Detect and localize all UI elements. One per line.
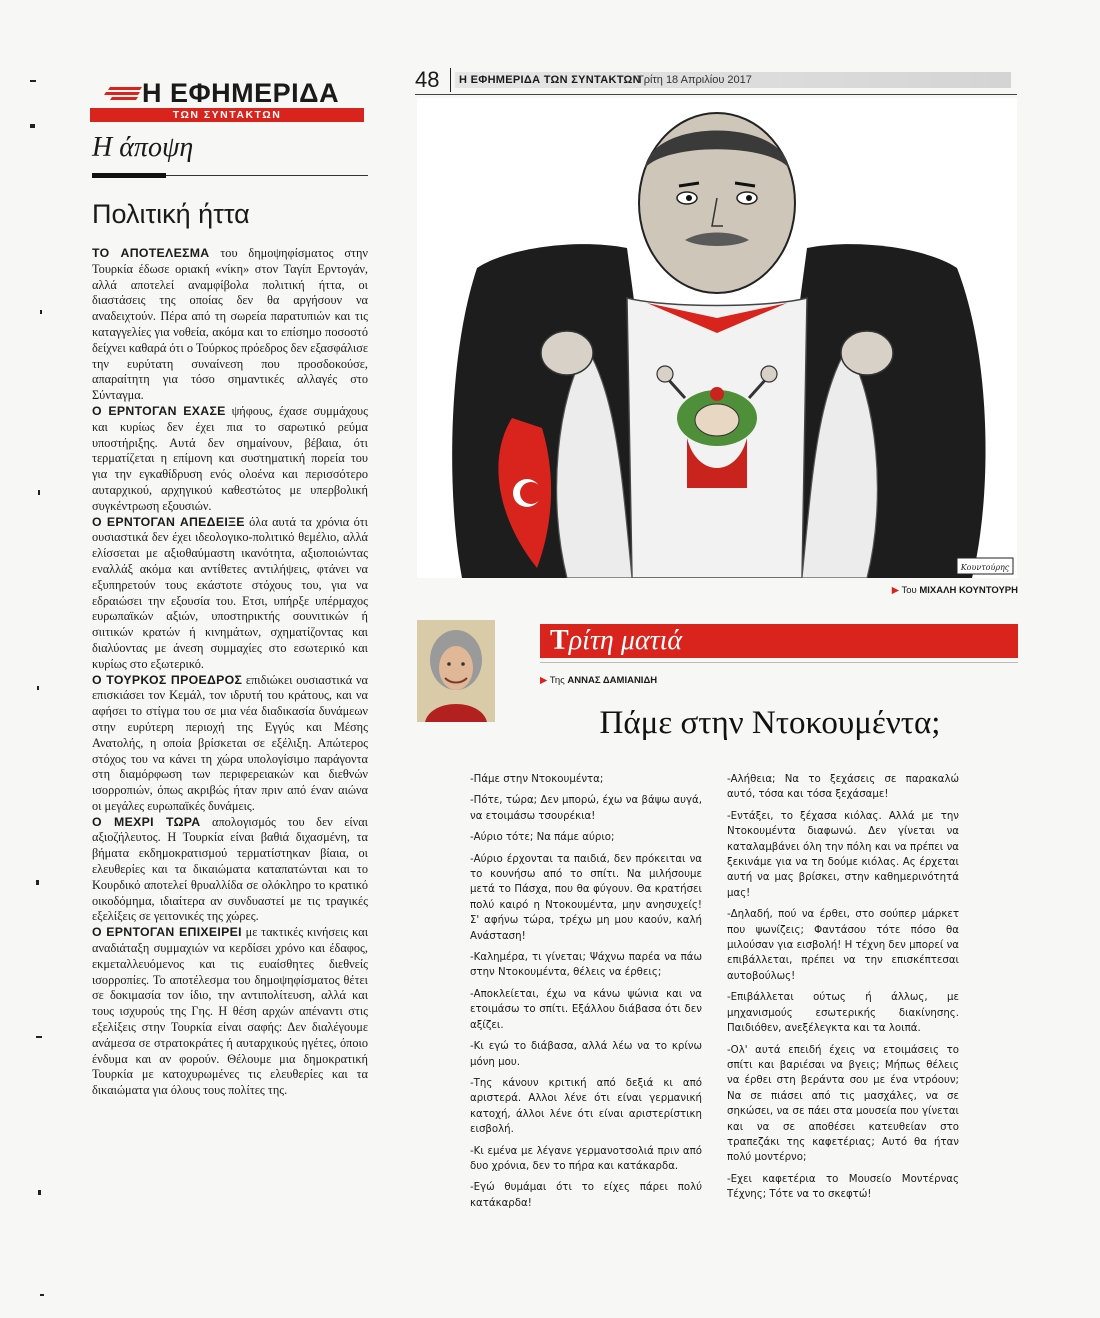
paragraph-text: επιδιώκει ουσιαστικά να επισκιάσει τον Κεμάλ, τον ιδρυτή του κράτους, και να αφήσει το στίγμα του σε μια νέα διαδικασία δυνάμεων στην ευρύτερη περιοχή της Εγγύς και Μέσης Ανατολής, η οποία βρίσκεται σε εξέλιξη. Απώτερος στόχος του να κάνει τη χώρα υπολογίσιμο παράγοντα στη διαμόρφωση των περιφερειακών και διεθνών ισορροπιών, όπως ακριβώς ήταν πριν από έναν αιώνα οι μεγάλες ευρωπαϊκές δυνάμεις. (92, 672, 368, 813)
column-rule (540, 662, 1018, 663)
dialogue-line: -Επιβάλλεται ούτως ή άλλως, με μηχανισμούς εσωτερικής διακίνησης. Παιδιόθεν, ανεξέλεγκτα και τα λοιπά. (727, 992, 959, 1035)
masthead-subtitle: ΤΩΝ ΣΥΝΤΑΚΤΩΝ (90, 108, 364, 122)
dialogue-line: -Καλημέρα, τι γίνεται; Ψάχνω παρέα να πάω στην Ντοκουμέντα, θέλεις να έρθεις; (470, 952, 702, 979)
dialogue-line: -Δηλαδή, πού να έρθει, στο σούπερ μάρκετ που ψωνίζεις; Φαντάσου τότε πόσο θα μιλούσαν για εισβολή! Η τέχνη δεν μπορεί να επιβάλλεται, πρέπει να την επισκέπτεσαι αυτοβούλως! (727, 909, 959, 982)
page-header (415, 66, 1017, 95)
paragraph-text: όλα αυτά τα χρόνια ότι ουσιαστικά δεν έχει ιδεολογικο-πολιτικό θεμέλιο, αλλά ελίσσεται με αξιοθαύμαστη ικανότητα, αξιοποιώντας εναλλάξ ακόμα και αντίθετες αντιλήψεις, φτάνει να εξυπηρετούν τους εκάστοτε στόχους του, για να εδραιώσει την εξουσία του. Ετσι, υπήρξε υπέρμαχος ευρωπαϊκών αξιών, υποστηρικτής σουνιτικών ή σιιτικών κρατών ή κινημάτων, σχηματίζοντας και διαλύοντας με άνεση συμμαχίες στο εσωτερικό και κυρίως στο εξωτερικό. (92, 514, 368, 671)
dialogue-line: -Πάμε στην Ντοκουμέντα; (470, 774, 604, 785)
scan-mark (37, 686, 39, 690)
paragraph-lead: Ο ΕΡΝΤΟΓΑΝ ΕΧΑΣΕ (92, 403, 226, 418)
author-photo (417, 620, 495, 722)
editorial-paragraph (92, 673, 368, 815)
column-author (540, 674, 657, 687)
paragraph-lead: Ο ΕΡΝΤΟΓΑΝ ΕΠΙΧΕΙΡΕΙ (92, 925, 242, 940)
editorial-paragraph (92, 246, 368, 404)
scan-mark (36, 1036, 42, 1038)
scan-mark (38, 490, 40, 495)
section-rule-accent (92, 173, 166, 178)
cartoon-credit (790, 584, 1018, 598)
header-paper-name: Η ΕΦΗΜΕΡΙΔΑ ΤΩΝ ΣΥΝΤΑΚΤΩΝ (459, 74, 641, 86)
speed-lines-icon (104, 86, 142, 100)
dialogue-line: -Εντάξει, το ξέχασα κιόλας. Αλλά με την Ντοκουμέντα διαφωνώ. Δεν γίνεται να καταλαμβάνει όλη την πόλη και να πρέπει να ξεκινάμε για να τη δούμε κιόλας. Ας έρχεται αυτή να μας βρίσκει, στην καθημερινότητά μας! (727, 810, 959, 899)
editorial-title: Πολιτική ήττα (92, 199, 250, 229)
header-date: Τρίτη 18 Απριλίου 2017 (637, 74, 752, 86)
dialogue-line: -Της κάνουν κριτική από δεξιά κι από αριστερά. Αλλοι λένε ότι είναι γερμανική κατοχή, άλλοι λένε ότι είναι αριστερίστικη εισβολή. (470, 1077, 702, 1136)
scan-mark (40, 310, 42, 314)
editorial-paragraph (92, 925, 368, 1099)
masthead (90, 78, 364, 124)
column-text-right (727, 772, 959, 1209)
paragraph-lead: Ο ΤΟΥΡΚΟΣ ΠΡΟΕΔΡΟΣ (92, 672, 243, 687)
dialogue-line: -Αύριο έρχονται τα παιδιά, δεν πρόκειται να το κουνήσω από το σπίτι. Να μιλήσουμε μετά το Πάσχα, που θα φύγουν. Θα κρατήσει πολύ καιρό η Ντοκουμέντα, μην ανησυχείς! Σ' αφήνω τώρα, τρέχω μη μου καούν, καλή Ανάσταση! (470, 853, 702, 942)
triangle-right-icon: ▶ (891, 585, 900, 596)
column-text-left (470, 772, 702, 1217)
editorial-body (92, 246, 368, 1099)
column-label (550, 624, 682, 658)
scan-mark (36, 880, 39, 885)
paragraph-lead: ΤΟ ΑΠΟΤΕΛΕΣΜΑ (92, 246, 210, 260)
masthead-title: Η ΕΦΗΜΕΡΙΔΑ (142, 78, 340, 108)
column-headline: Πάμε στην Ντοκουμέντα; (599, 705, 941, 741)
scan-mark (30, 124, 35, 128)
editorial-paragraph (92, 404, 368, 515)
dialogue-line: -Κι εμένα με λέγανε γερμανοτσολιά πριν από δυο χρόνια, δεν το πήρα και κατάκαρδα. (470, 1145, 702, 1172)
dialogue-line: -Πότε, τώρα; Δεν μπορώ, έχω να βάψω αυγά, να ετοιμάσω τσουρέκια! (470, 795, 702, 822)
dialogue-line: -Ολ' αυτά επειδή έχεις να ετοιμάσεις το σπίτι και βαριέσαι να βγεις; Μήπως θέλεις να έρθει στη βεράντα σου με ένα ντρόουν; Να σε πιάσει από τις μασχάλες, να σε σηκώσει, να σε πάει στα μουσεία που γίνεται και να σε αποθέσει κατευθείαν στο τραπεζάκι της καφετέριας; Αυτό θα ήταν πολύ μοντέρνο; (727, 1044, 959, 1164)
editorial-paragraph (92, 515, 368, 673)
paragraph-lead: Ο ΜΕΧΡΙ ΤΩΡΑ (92, 814, 201, 829)
paragraph-text: του δημοψηφίσματος στην Τουρκία έδωσε οριακή «νίκη» στον Ταγίπ Ερντογάν, αλλά αποτελεί αναμφίβολα πολιτική ήττα, οι διαστάσεις της οποίας δεν θα αργήσουν να αναδειχτούν. Πέρα από τη σωρεία παρατυπιών και τις καταγγελίες για νοθεία, ακόμα και το επίσημο ποσοστό δείχνει καθαρά ότι ο Τούρκος πρόεδρος δεν εξασφάλισε την ευρύτατη συναίνεση που προσδοκούσε, απαραίτητη για τόσο σημαντικές αλλαγές στο Σύνταγμα. (92, 246, 368, 403)
dialogue-line: -Εγώ θυμάμαι ότι το είχες πάρει πολύ κατάκαρδα! (470, 1182, 702, 1209)
section-title: Η άποψη (92, 132, 194, 163)
column-label-initial: Τ (550, 625, 569, 656)
dialogue-line: -Εχει καφετέρια το Μουσείο Μοντέρνας Τέχνης; Τότε να το σκεφτώ! (727, 1173, 959, 1201)
scan-mark (40, 1294, 44, 1296)
paragraph-lead: Ο ΕΡΝΤΟΓΑΝ ΑΠΕΔΕΙΞΕ (92, 514, 245, 529)
editorial-paragraph (92, 815, 368, 926)
triangle-right-icon: ▶ (540, 675, 548, 686)
column-label-rest: ρίτη ματιά (568, 625, 683, 656)
header-divider (450, 68, 451, 92)
page-number: 48 (415, 67, 440, 92)
dialogue-line: -Αποκλείεται, έχω να κάνω ψώνια και να ετοιμάσω το σπίτι. Εξάλλου διάβασα ότι δεν αξίζει. (470, 988, 702, 1031)
paragraph-text: ψήφους, έχασε συμμάχους και κυρίως δεν έχει πια το σαρωτικό ρεύμα υποστήριξης. Αυτά δεν σημαίνουν, βέβαια, ότι τερματίζεται η επίμονη και συστηματική πορεία του για την εγκαθίδρυση ενός ολοένα και περισσότερο αυταρχικού, αρχηγικού καθεστώτος με υπερβολική συγκέντρωση εξουσιών. (92, 403, 369, 513)
scan-mark (38, 1190, 41, 1195)
paragraph-text: απολογισμός του δεν είναι αξιοζήλευτος. Η Τουρκία είναι βαθιά διχασμένη, τα βήματα εκδημοκρατισμού τερματίστηκαν βίαια, οι ελευθερίες και τα δικαιώματα καταπατώνται και το Κουρδικό αποτελεί θρυαλλίδα σε ολόκληρο το κρατικό οικοδόμημα, ιδιαίτερα αν συνδυαστεί με τις τραγικές εξελίξεις σε γειτονικές της χώρες. (92, 814, 368, 924)
cartoon-signature: Κουντούρης (960, 563, 1010, 572)
author-prefix: Της (549, 675, 565, 686)
dialogue-line: -Αύριο τότε; Να πάμε αύριο; (470, 832, 615, 844)
scan-mark (30, 80, 36, 82)
credit-prefix: Του (901, 585, 917, 596)
political-cartoon (417, 98, 1017, 578)
dialogue-line: -Αλήθεια; Να το ξεχάσεις σε παρακαλώ αυτό, τόσα και τόσα ξεχάσαμε! (727, 774, 959, 801)
credit-name: ΜΙΧΑΛΗ ΚΟΥΝΤΟΥΡΗ (919, 585, 1018, 596)
author-name: ΑΝΝΑΣ ΔΑΜΙΑΝΙΔΗ (567, 675, 658, 686)
dialogue-line: -Κι εγώ το διάβασα, αλλά λέω να το κρίνω μόνη μου. (470, 1041, 702, 1068)
paragraph-text: με τακτικές κινήσεις και αναδιάταξη συμμαχιών να κερδίσει χρόνο και έδαφος, εκμεταλλευόμενος και τις ευαίσθητες διεθνείς ισορροπίες. Το αποτέλεσμα του δημοψηφίσματος θέτει σε δοκιμασία τον ίδιο, την αντιπολίτευση, αλλά και τους ισχυρούς της Γης. Η θέση αρχών απέναντι στις εξελίξεις στην Τουρκία είναι σαφής: Δεν διαλέγουμε ανάμεσα σε στρατοκράτες ή αυταρχικούς ηγέτες, όποιο ένδυμα και αν φορούν. Θέλουμε μια δημοκρατική Τουρκία με κατοχυρωμένες τις ελευθερίες και τα δικαιώματα για όλους τους πολίτες της. (92, 925, 368, 1098)
